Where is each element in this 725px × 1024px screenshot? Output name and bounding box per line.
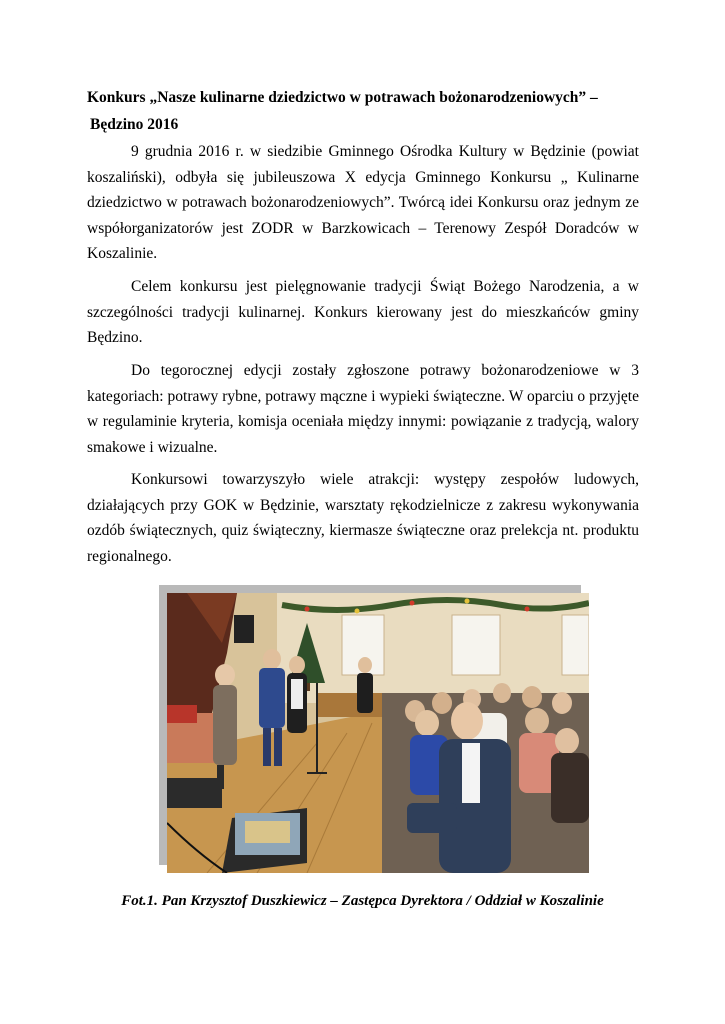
paragraph-categories: Do tegorocznej edycji zostały zgłoszone potrawy bożonarodzeniowe w 3 kategoriach: potrawy rybne, potrawy mączne i wypieki świąteczne. W oparciu o przyjęte w regulaminie kryteria, komisja oceniała między innymi: powiązanie z tradycją, walory smakowe i wizualne. bbox=[87, 362, 639, 456]
paragraph-attractions: Konkursowi towarzyszyło wiele atrakcji: występy zespołów ludowych, działających przy GOK w Będzinie, warsztaty rękodzielnicze z zakresu wykonywania ozdób świątecznych, quiz świąteczny, kiermasze świąteczne oraz prelekcja nt. produktu regionalnego. bbox=[87, 471, 639, 565]
paragraph-goal: Celem konkursu jest pielęgnowanie tradycji Świąt Bożego Narodzenia, a w szczególności tradycji kulinarnej. Konkurs kierowany jest do mieszkańców gminy Będzino. bbox=[87, 278, 639, 346]
photo-caption: Fot.1. Pan Krzysztof Duszkiewicz – Zastępca Dyrektora / Oddział w Koszalinie bbox=[121, 893, 604, 909]
paragraph-intro: 9 grudnia 2016 r. w siedzibie Gminnego Ośrodka Kultury w Będzinie (powiat koszaliński), odbyła się jubileuszowa X edycja Gminnego Konkursu „ Kulinarne dziedzictwo w potrawach bożonarodzeniowych”. Twórcą idei Konkursu oraz jednym ze współorganizatorów jest ZODR w Barzkowicach – Terenowy Zespół Doradców w Koszalinie. bbox=[87, 143, 639, 262]
document-title-line2: Będzino 2016 bbox=[90, 116, 179, 133]
document-title-line1: Konkurs „Nasze kulinarne dziedzictwo w potrawach bożonarodzeniowych” – bbox=[87, 89, 598, 106]
event-photo bbox=[167, 593, 589, 873]
